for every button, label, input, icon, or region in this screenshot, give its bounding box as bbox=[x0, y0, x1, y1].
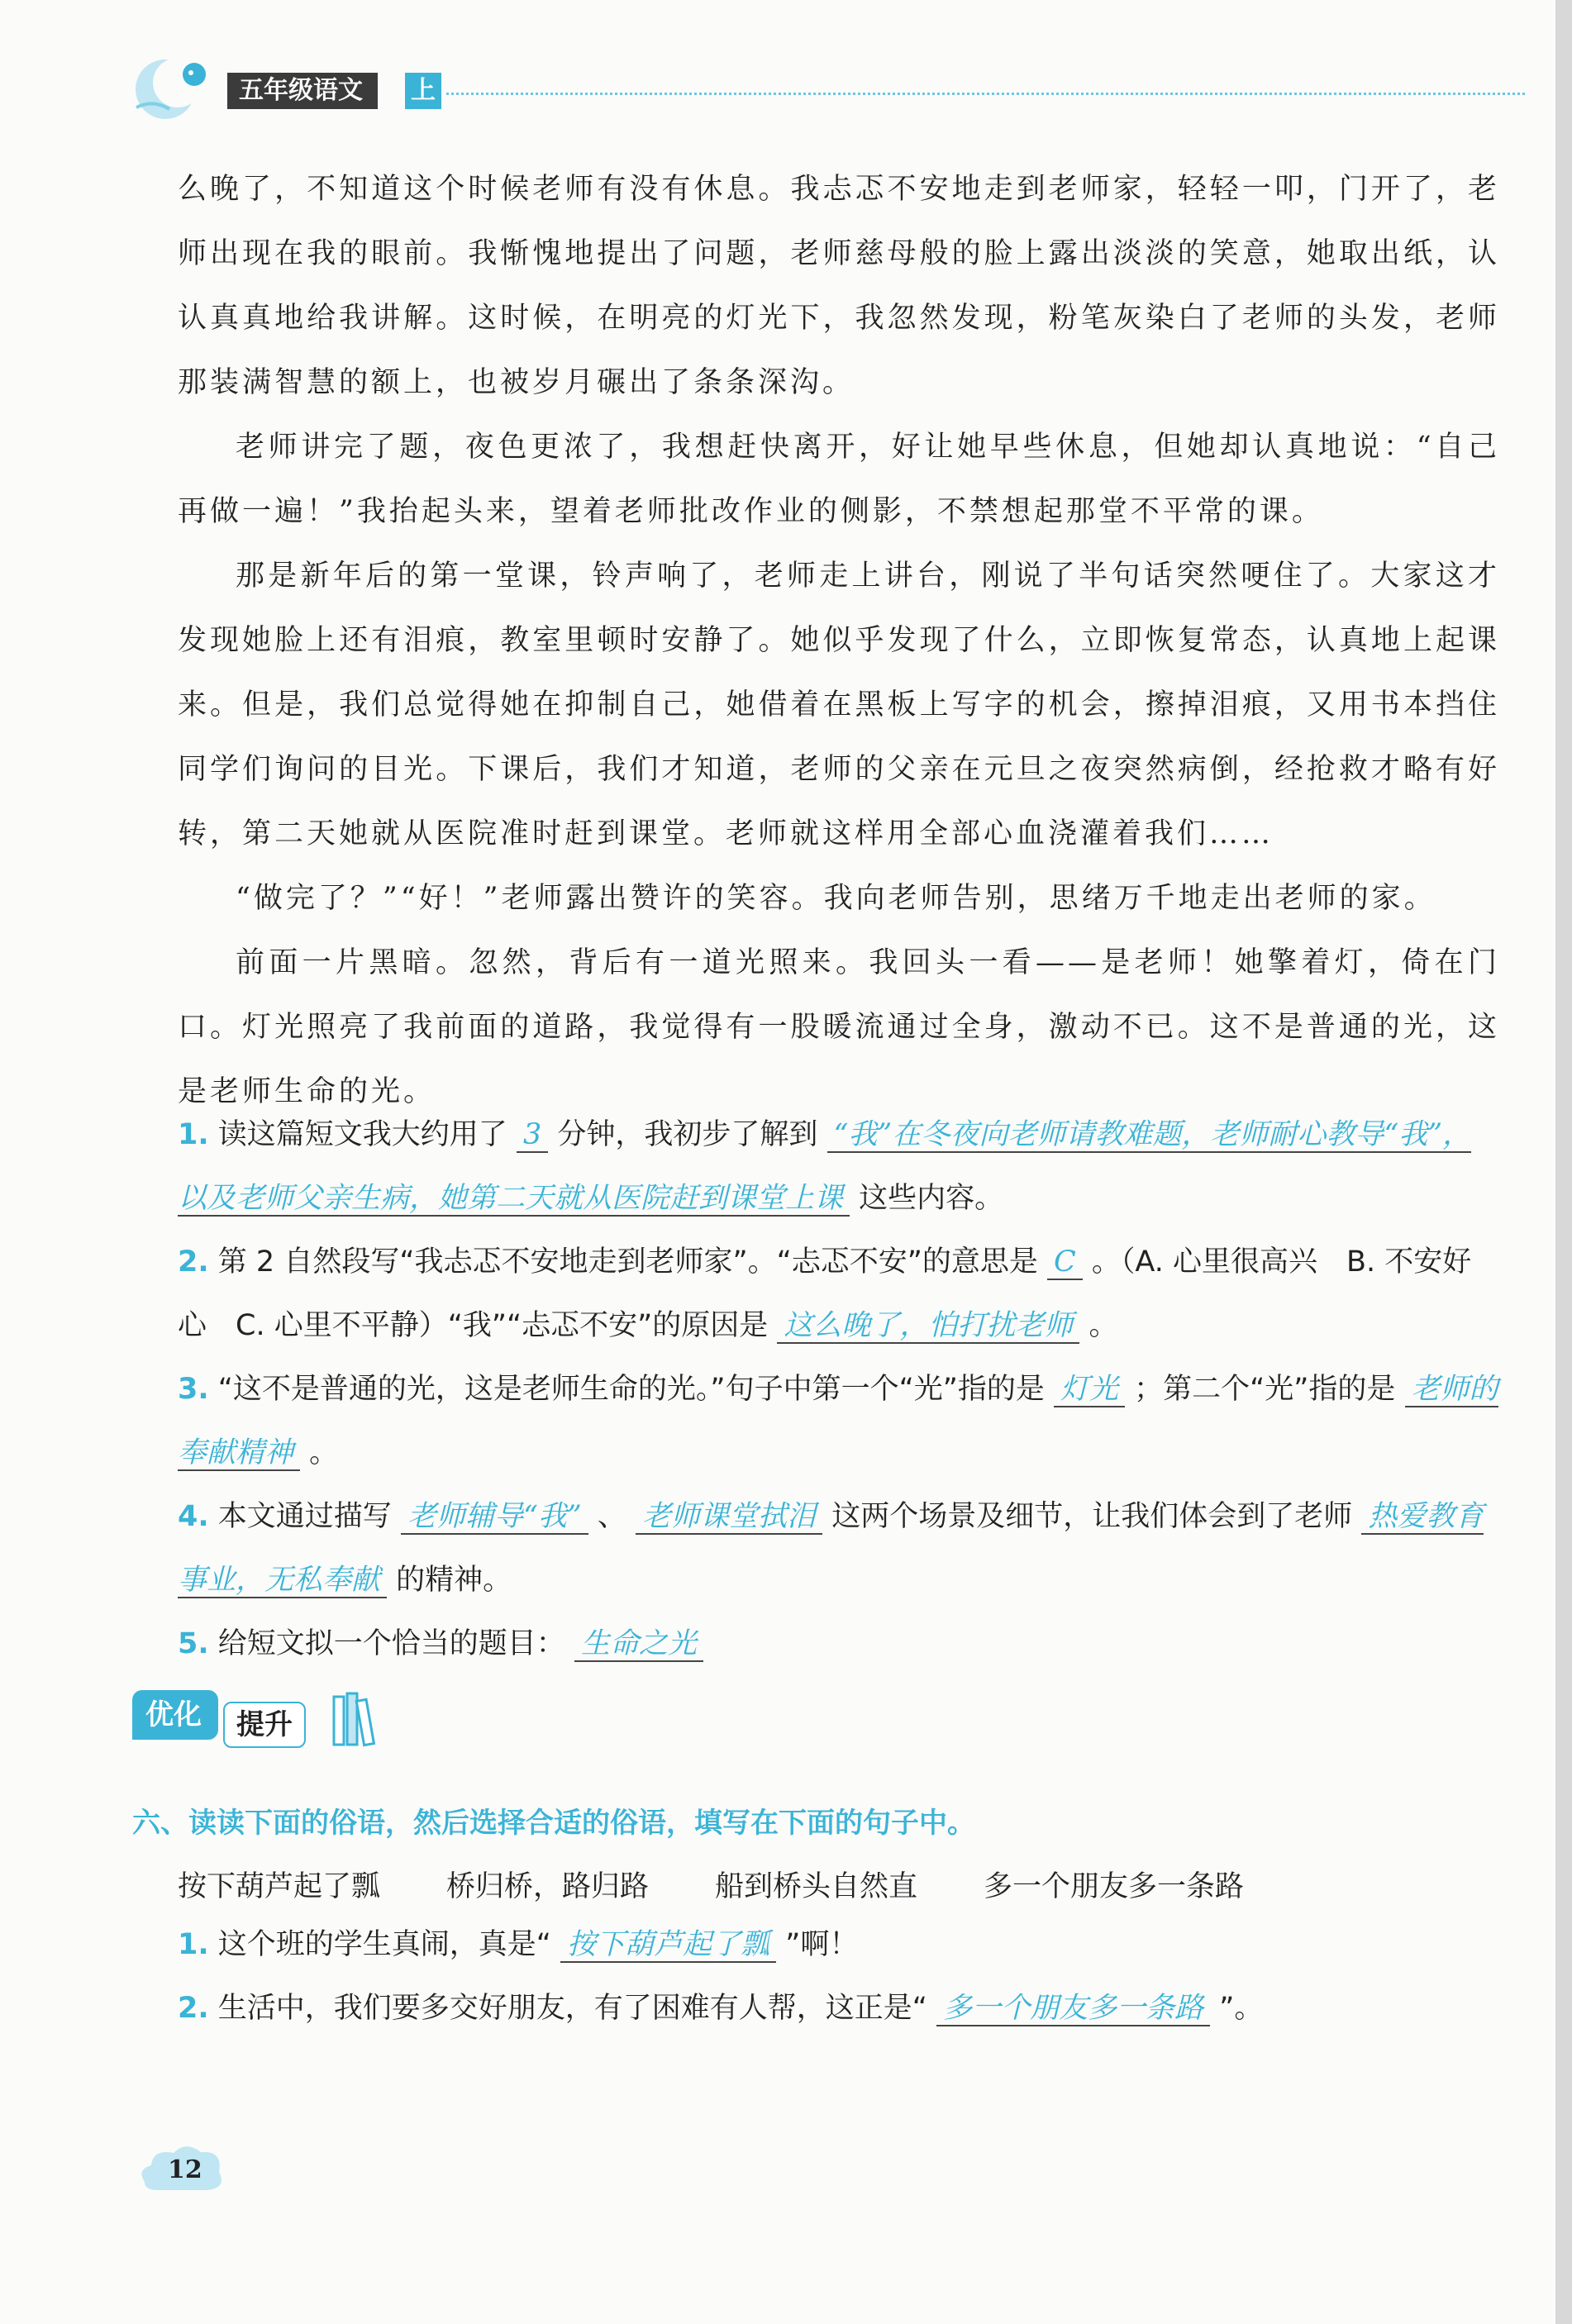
paragraph: 前面一片黑暗。忽然，背后有一道光照来。我回头一看——是老师！她擎着灯，倚在门口。灯光照亮了我前面的道路，我觉得有一股暖流通过全身，激动不已。这不是普通的光，这是老师生命的光。 bbox=[178, 946, 1500, 1108]
question-text: 这些内容。 bbox=[859, 1182, 1004, 1215]
question-list bbox=[178, 1103, 1500, 1676]
question-text: ；第二个“光”指的是 bbox=[1134, 1373, 1396, 1406]
question-text: 这两个场景及细节，让我们体会到了老师 bbox=[831, 1500, 1353, 1533]
question-number: 1. bbox=[178, 1118, 209, 1151]
answer-field[interactable]: 按下葫芦起了瓢 bbox=[560, 1928, 776, 1963]
question-text: “这不是普通的光，这是老师生命的光。”句子中第一个“光”指的是 bbox=[217, 1373, 1045, 1406]
answer-field[interactable]: C bbox=[1047, 1245, 1083, 1280]
question-number: 3. bbox=[178, 1373, 209, 1406]
paragraph: 那是新年后的第一堂课，铃声响了，老师走上讲台，刚说了半句话突然哽住了。大家这才发现她脸上还有泪痕，教室里顿时安静了。她似乎发现了什么，立即恢复常态，认真地上起课来。但是，我们总觉得她在抑制自己，她借着在黑板上写字的机会，擦掉泪痕，又用书本挡住同学们询问的目光。下课后，我们才知道，老师的父亲在元旦之夜突然病倒，经抢救才略有好转，第二天她就从医院准时赶到课堂。老师就这样用全部心血浇灌着我们…… bbox=[178, 560, 1500, 850]
question-text: 读这篇短文我大约用了 bbox=[217, 1118, 507, 1151]
question-number: 1. bbox=[178, 1928, 209, 1961]
question-text: ”啊！ bbox=[785, 1928, 859, 1961]
question-number: 5. bbox=[178, 1627, 209, 1660]
page-header bbox=[120, 50, 1525, 124]
badge-improve: 提升 bbox=[223, 1702, 306, 1748]
proverb-item: 船到桥头自然直 bbox=[715, 1870, 918, 1903]
question-5 bbox=[178, 1612, 1500, 1676]
proverb-list bbox=[178, 1864, 1417, 1905]
volume-tag: 上 bbox=[405, 73, 441, 109]
question-text: 。（A. 心里很高兴 B. 不安好心 C. 心里不平静）“我”“忐忑不安”的原因是 bbox=[178, 1245, 1472, 1342]
answer-field[interactable]: 3 bbox=[517, 1118, 548, 1153]
question-text: ”。 bbox=[1219, 1992, 1264, 2025]
answer-field[interactable]: 热爱教育事业，无私奉献 bbox=[178, 1500, 1484, 1597]
question-number: 2. bbox=[178, 1992, 209, 2025]
question-text: 本文通过描写 bbox=[217, 1500, 392, 1533]
reading-passage bbox=[178, 157, 1500, 1124]
proverb-item: 按下葫芦起了瓢 bbox=[178, 1870, 381, 1903]
question-text: 第 2 自然段写“我忐忑不安地走到老师家”。“忐忑不安”的意思是 bbox=[217, 1245, 1038, 1279]
answer-field[interactable]: 灯光 bbox=[1054, 1373, 1125, 1407]
answer-field[interactable]: 老师的奉献精神 bbox=[178, 1373, 1498, 1469]
six-question-2 bbox=[178, 1977, 1500, 2041]
answer-field[interactable]: 多一个朋友多一条路 bbox=[936, 1992, 1210, 2026]
page-number: 12 bbox=[168, 2155, 202, 2184]
section-badge bbox=[132, 1690, 397, 1756]
question-number: 2. bbox=[178, 1245, 209, 1279]
question-text: 生活中，我们要多交好朋友，有了困难有人帮，这正是“ bbox=[217, 1992, 927, 2025]
page-number-badge bbox=[136, 2141, 227, 2198]
paragraph: “做完了？”“好！”老师露出赞许的笑容。我向老师告别，思绪万千地走出老师的家。 bbox=[236, 882, 1436, 915]
exercise-six-questions bbox=[178, 1913, 1500, 2041]
answer-field[interactable]: 老师辅导“我” bbox=[401, 1500, 588, 1535]
question-text: 的精神。 bbox=[396, 1564, 512, 1597]
paragraph: 老师讲完了题，夜色更浓了，我想赶快离开，好让她早些休息，但她却认真地说：“自己再做一遍！”我抬起头来，望着老师批改作业的侧影，不禁想起那堂不平常的课。 bbox=[178, 431, 1500, 528]
paragraph: 么晚了，不知道这个时候老师有没有休息。我忐忑不安地走到老师家，轻轻一叩，门开了，老师出现在我的眼前。我惭愧地提出了问题，老师慈母般的脸上露出淡淡的笑意，她取出纸，认认真真地给我讲解。这时候，在明亮的灯光下，我忽然发现，粉笔灰染白了老师的头发，老师那装满智慧的额上，也被岁月碾出了条条深沟。 bbox=[178, 173, 1500, 399]
books-icon bbox=[331, 1690, 380, 1748]
proverb-item: 桥归桥，路归路 bbox=[446, 1870, 650, 1903]
question-text: 。 bbox=[1088, 1309, 1118, 1342]
proverb-item: 多一个朋友多一条路 bbox=[984, 1870, 1245, 1903]
question-text: 给短文拟一个恰当的题目： bbox=[217, 1627, 565, 1660]
badge-optimize: 优化 bbox=[132, 1690, 218, 1740]
question-3 bbox=[178, 1358, 1500, 1485]
six-question-1 bbox=[178, 1913, 1500, 1977]
answer-field[interactable]: 生命之光 bbox=[574, 1627, 703, 1662]
answer-field[interactable]: 老师课堂拭泪 bbox=[636, 1500, 822, 1535]
answer-field[interactable]: 这么晚了，怕打扰老师 bbox=[777, 1309, 1079, 1344]
question-text: 这个班的学生真闹，真是“ bbox=[217, 1928, 551, 1961]
question-text: 。 bbox=[309, 1436, 339, 1469]
exercise-six-title: 六、读读下面的俗语，然后选择合适的俗语，填写在下面的句子中。 bbox=[132, 1807, 975, 1840]
question-number: 4. bbox=[178, 1500, 209, 1533]
question-1 bbox=[178, 1103, 1500, 1231]
question-2 bbox=[178, 1231, 1500, 1358]
answer-field[interactable]: “我”在冬夜向老师请教难题，老师耐心教导“我”，以及老师父亲生病，她第二天就从医院赶到课堂上课 bbox=[178, 1118, 1472, 1215]
question-text: 分钟，我初步了解到 bbox=[557, 1118, 818, 1151]
page-edge bbox=[1555, 0, 1572, 2324]
question-4 bbox=[178, 1485, 1500, 1612]
book-title: 五年级语文 bbox=[227, 73, 378, 109]
header-divider bbox=[446, 93, 1525, 95]
cartoon-moon-icon bbox=[120, 50, 219, 124]
question-text: 、 bbox=[597, 1500, 626, 1533]
